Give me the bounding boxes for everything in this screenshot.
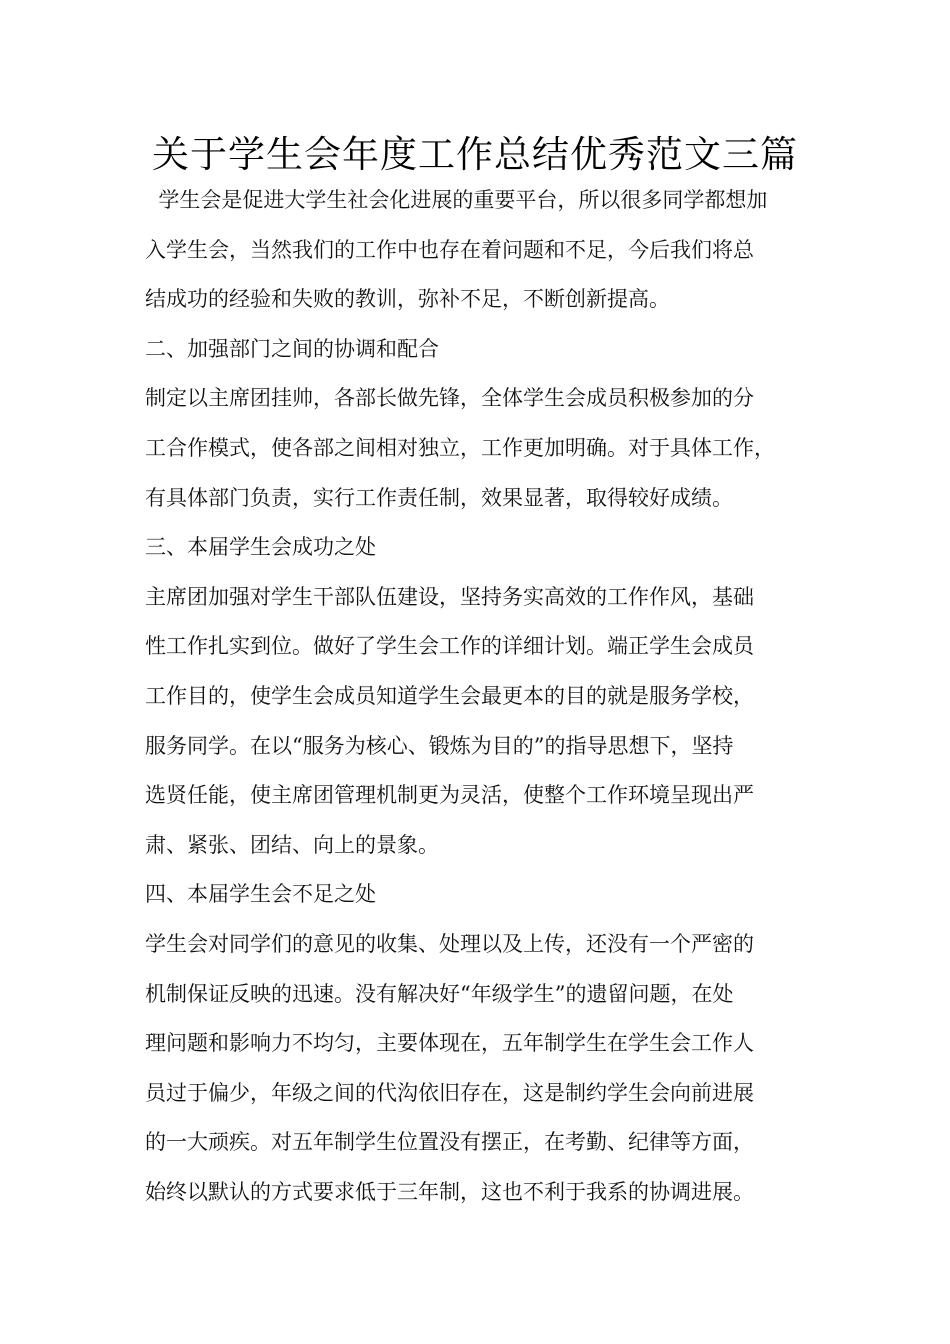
intro-line-3: 结成功的经验和失败的教训，弥补不足，不断创新提高。 xyxy=(145,287,670,312)
section-4-line-2: 机制保证反映的迅速。没有解决好“年级学生”的遗留问题，在处 xyxy=(145,981,734,1006)
section-3-line-3: 工作目的，使学生会成员知道学生会最更本的目的就是服务学校， xyxy=(145,683,754,708)
section-3-line-6: 肃、紧张、团结、向上的景象。 xyxy=(145,832,439,857)
section-2-line-2: 工合作模式，使各部之间相对独立，工作更加明确。对于具体工作， xyxy=(145,435,775,460)
section-heading-2: 二、加强部门之间的协调和配合 xyxy=(145,336,439,361)
section-3-line-1: 主席团加强对学生干部队伍建设，坚持务实高效的工作作风，基础 xyxy=(145,584,754,609)
section-3-line-5: 选贤任能，使主席团管理机制更为灵活，使整个工作环境呈现出严 xyxy=(145,783,754,808)
section-4-line-3: 理问题和影响力不均匀，主要体现在，五年制学生在学生会工作人 xyxy=(145,1031,754,1056)
section-3-line-2: 性工作扎实到位。做好了学生会工作的详细计划。端正学生会成员 xyxy=(145,634,754,659)
document-title: 关于学生会年度工作总结优秀范文三篇 xyxy=(152,133,798,176)
intro-line-1: 学生会是促进大学生社会化进展的重要平台，所以很多同学都想加 xyxy=(145,188,768,212)
section-2-line-1: 制定以主席团挂帅，各部长做先锋，全体学生会成员积极参加的分 xyxy=(145,386,754,411)
section-4-line-1: 学生会对同学们的意见的收集、处理以及上传，还没有一个严密的 xyxy=(145,931,754,956)
section-4-line-5: 的一大顽疾。对五年制学生位置没有摆正，在考勤、纪律等方面， xyxy=(145,1130,754,1155)
section-4-line-6: 始终以默认的方式要求低于三年制，这也不利于我系的协调进展。 xyxy=(145,1179,754,1204)
section-heading-4: 四、本届学生会不足之处 xyxy=(145,882,376,907)
section-heading-3: 三、本届学生会成功之处 xyxy=(145,535,376,560)
section-4-line-4: 员过于偏少，年级之间的代沟依旧存在，这是制约学生会向前进展 xyxy=(145,1080,754,1105)
intro-line-2: 入学生会，当然我们的工作中也存在着问题和不足，今后我们将总 xyxy=(145,237,754,262)
section-2-line-3: 有具体部门负责，实行工作责任制，效果显著，取得较好成绩。 xyxy=(145,485,733,510)
section-3-line-4: 服务同学。在以“服务为核心、锻炼为目的”的指导思想下，坚持 xyxy=(145,733,734,758)
document-body xyxy=(145,176,835,1217)
